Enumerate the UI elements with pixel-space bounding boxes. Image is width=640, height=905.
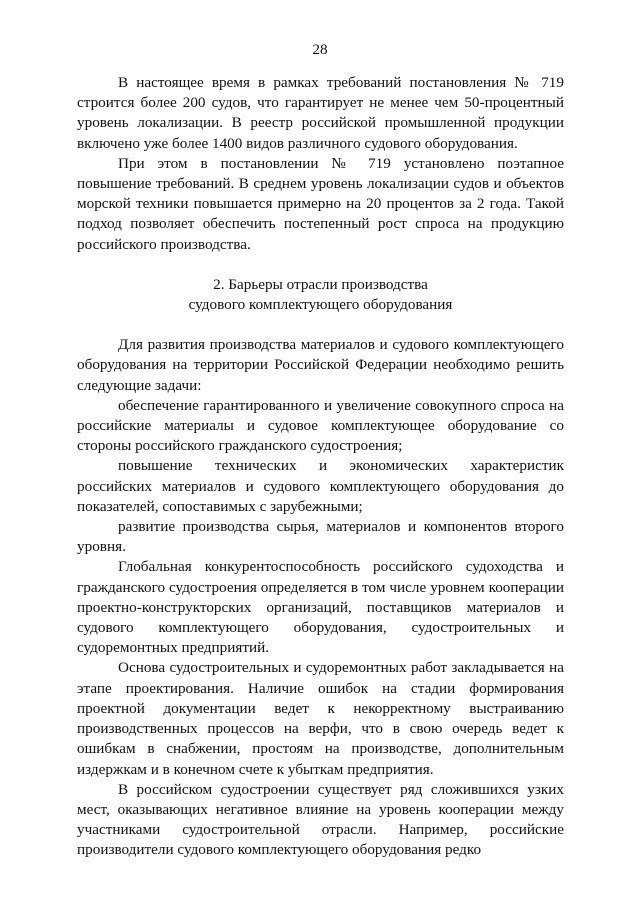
paragraph-tasks-intro: Для развития производства материалов и судового комплектующего оборудования на территории Российской Федерации необходимо решить следующие задачи:	[77, 336, 564, 394]
paragraph-localization: В настоящее время в рамках требований постановления № 719 строится более 200 судов, что гарантирует не менее чем 50-процентный уровень локализации. В реестр российской промышленной продукции включено уже более 1400 видов различного судового оборудования.	[77, 74, 564, 152]
section-heading	[77, 275, 564, 315]
paragraph-design-stage: Основа судостроительных и судоремонтных работ закладывается на этапе проектирования. Наличие ошибок на стадии формирования проектной документации ведет к некорректному выстраиванию производственных процессов на верфи, что в свою очередь ведет к ошибкам в снабжении, простоям на производстве, дополнительным издержкам и в конечном счете к убыткам предприятия.	[77, 659, 564, 778]
paragraph-task-raw-materials: развитие производства сырья, материалов и компонентов второго уровня.	[77, 518, 564, 556]
section-heading-line-2: судового комплектующего оборудования	[188, 296, 453, 314]
section-heading-line-1: 2. Барьеры отрасли производства	[213, 275, 428, 293]
paragraph-task-demand: обеспечение гарантированного и увеличение совокупного спроса на российские материалы и судовое комплектующее оборудование со стороны российского гражданского судостроения;	[77, 396, 564, 455]
paragraph-bottlenecks: В российском судостроении существует ряд сложившихся узких мест, оказывающих негативное влияние на уровень кооперации между участниками судостроительной отрасли. Например, российские производители судового комплектующего оборудования редко	[77, 780, 564, 859]
paragraph-task-characteristics: повышение технических и экономических характеристик российских материалов и судового комплектующего оборудования до показателей, сопоставимых с зарубежными;	[77, 457, 564, 515]
paragraph-phased-requirements: При этом в постановлении № 719 установлено поэтапное повышение требований. В среднем уровень локализации судов и объектов морской техники повышается примерно на 20 процентов за 2 года. Такой подход позволяет обеспечить постепенный рост спроса на продукцию российского производства.	[77, 154, 564, 253]
page-number: 28	[312, 41, 328, 58]
document-body	[77, 73, 564, 861]
paragraph-competitiveness: Глобальная конкурентоспособность российского судоходства и гражданского судостроения определяется в том числе уровнем кооперации проектно-конструкторских организаций, поставщиков материалов и судового комплектующего оборудования, судостроительных и судоремонтных предприятий.	[77, 558, 564, 657]
